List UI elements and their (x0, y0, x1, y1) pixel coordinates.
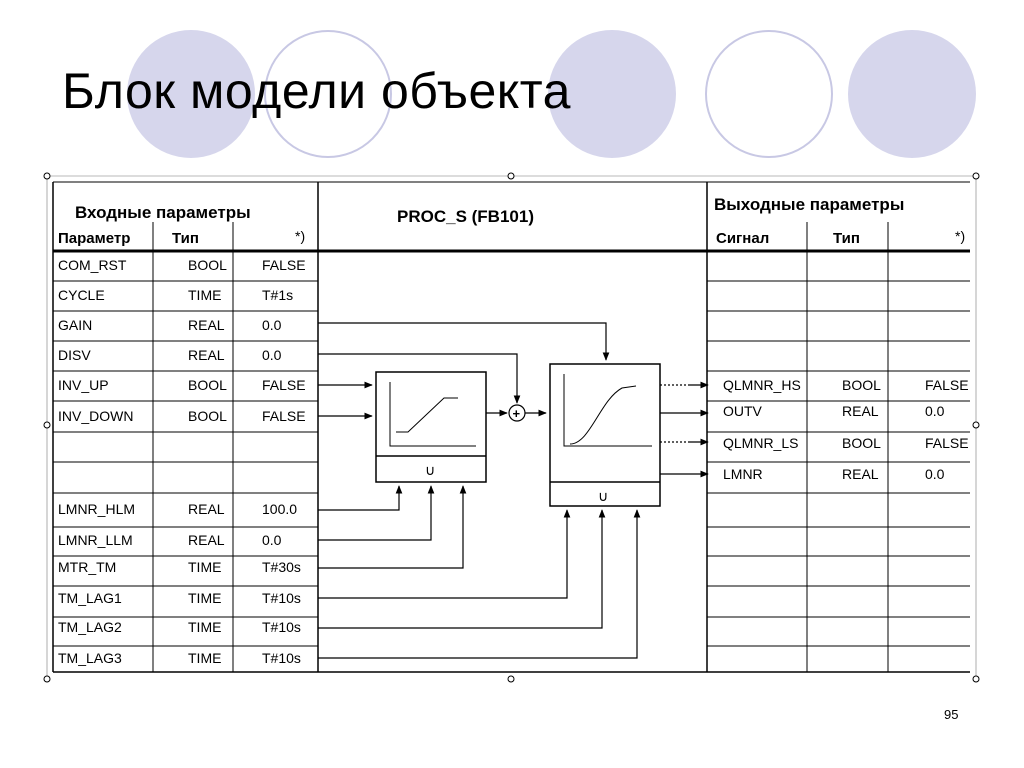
output-signal-name: LMNR (723, 466, 763, 482)
input-param-type: TIME (188, 287, 222, 303)
input-param-type: TIME (188, 590, 222, 606)
input-row (58, 532, 282, 548)
frame-handle[interactable] (508, 676, 514, 682)
output-signal-default: FALSE (925, 435, 969, 451)
input-row (58, 650, 301, 666)
input-param-type: REAL (188, 501, 225, 517)
input-param-type: REAL (188, 347, 225, 363)
output-signal-default: 0.0 (925, 466, 945, 482)
block-title: PROC_S (FB101) (397, 207, 534, 226)
output-signal-type: REAL (842, 466, 879, 482)
outputs-header (714, 195, 965, 247)
input-param-default: 0.0 (262, 532, 282, 548)
input-param-type: BOOL (188, 257, 227, 273)
lag-block (550, 364, 660, 506)
outputs-header-title: Выходные параметры (714, 195, 905, 214)
integrator-axes (390, 382, 476, 446)
wire-disv (318, 354, 517, 403)
input-row (58, 287, 293, 303)
input-row (58, 590, 301, 606)
input-param-name: INV_UP (58, 377, 109, 393)
wire-mtr-tm (318, 486, 463, 568)
page-number: 95 (944, 707, 959, 722)
adder-symbol: + (512, 406, 521, 421)
frame-handle[interactable] (44, 173, 50, 179)
output-row (723, 377, 969, 393)
output-row (723, 466, 945, 482)
lag-box (550, 364, 660, 506)
input-param-name: LMNR_HLM (58, 501, 136, 517)
lag-axes (564, 374, 652, 446)
output-signal-type: REAL (842, 403, 879, 419)
wire-tm-lag1 (318, 510, 567, 598)
slide-title: Блок модели объекта (62, 63, 571, 119)
integrator-symbol: ∪ (425, 462, 436, 478)
output-signal-type: BOOL (842, 377, 881, 393)
input-param-type: REAL (188, 317, 225, 333)
output-signal-name: OUTV (723, 403, 762, 419)
input-row (58, 347, 282, 363)
input-param-default: 0.0 (262, 347, 282, 363)
input-param-type: REAL (188, 532, 225, 548)
input-param-default: 0.0 (262, 317, 282, 333)
output-signal-name: QLMNR_HS (723, 377, 801, 393)
input-param-type: BOOL (188, 408, 227, 424)
input-param-type: TIME (188, 650, 222, 666)
output-signal-type: BOOL (842, 435, 881, 451)
input-param-name: TM_LAG3 (58, 650, 122, 666)
input-row (58, 317, 282, 333)
input-param-default: T#10s (262, 590, 301, 606)
input-row (58, 559, 301, 575)
input-row (58, 408, 306, 424)
input-param-type: TIME (188, 619, 222, 635)
input-row (58, 619, 301, 635)
input-param-type: BOOL (188, 377, 227, 393)
frame-handle[interactable] (44, 676, 50, 682)
ramp-curve (396, 398, 458, 432)
input-param-name: DISV (58, 347, 91, 363)
input-param-name: TM_LAG1 (58, 590, 122, 606)
input-param-default: FALSE (262, 257, 306, 273)
outputs-col-signal: Сигнал (716, 230, 770, 247)
wire-tm-lag3 (318, 510, 637, 658)
output-signal-default: FALSE (925, 377, 969, 393)
inputs-col-type: Тип (172, 230, 199, 247)
inputs-header-title: Входные параметры (75, 203, 251, 222)
input-param-name: CYCLE (58, 287, 105, 303)
output-row (723, 435, 969, 451)
frame-handle[interactable] (973, 173, 979, 179)
input-param-default: 100.0 (262, 501, 298, 517)
wire-lmnr-hlm (318, 486, 399, 510)
input-param-type: TIME (188, 559, 222, 575)
input-param-default: FALSE (262, 408, 306, 424)
frame-handle[interactable] (44, 422, 50, 428)
integrator-block (376, 372, 486, 482)
input-param-name: MTR_TM (58, 559, 117, 575)
input-param-name: TM_LAG2 (58, 619, 122, 635)
lag-symbol: ∪ (598, 488, 609, 504)
input-row (58, 377, 306, 393)
input-param-default: T#1s (262, 287, 294, 303)
output-signal-name: QLMNR_LS (723, 435, 799, 451)
input-param-default: T#30s (262, 559, 301, 575)
output-row (723, 403, 945, 419)
output-rows (723, 377, 969, 482)
output-signal-default: 0.0 (925, 403, 945, 419)
selection-frame (44, 173, 979, 682)
wire-tm-lag2 (318, 510, 602, 628)
frame-handle[interactable] (508, 173, 514, 179)
wire-lmnr-llm (318, 486, 431, 540)
inputs-header (58, 203, 305, 247)
input-param-name: GAIN (58, 317, 93, 333)
frame-handle[interactable] (973, 676, 979, 682)
input-row (58, 257, 306, 273)
inputs-col-param: Параметр (58, 230, 131, 247)
lag-curve (570, 386, 636, 444)
input-row (58, 501, 297, 517)
input-param-name: LMNR_LLM (58, 532, 133, 548)
inputs-col-default: *) (295, 228, 306, 244)
input-param-name: INV_DOWN (58, 408, 134, 424)
outputs-col-default: *) (955, 228, 966, 244)
input-param-name: COM_RST (58, 257, 127, 273)
outputs-col-type: Тип (833, 230, 860, 247)
input-param-default: T#10s (262, 650, 301, 666)
frame-handle[interactable] (973, 422, 979, 428)
input-param-default: T#10s (262, 619, 301, 635)
input-param-default: FALSE (262, 377, 306, 393)
adder (509, 405, 525, 421)
